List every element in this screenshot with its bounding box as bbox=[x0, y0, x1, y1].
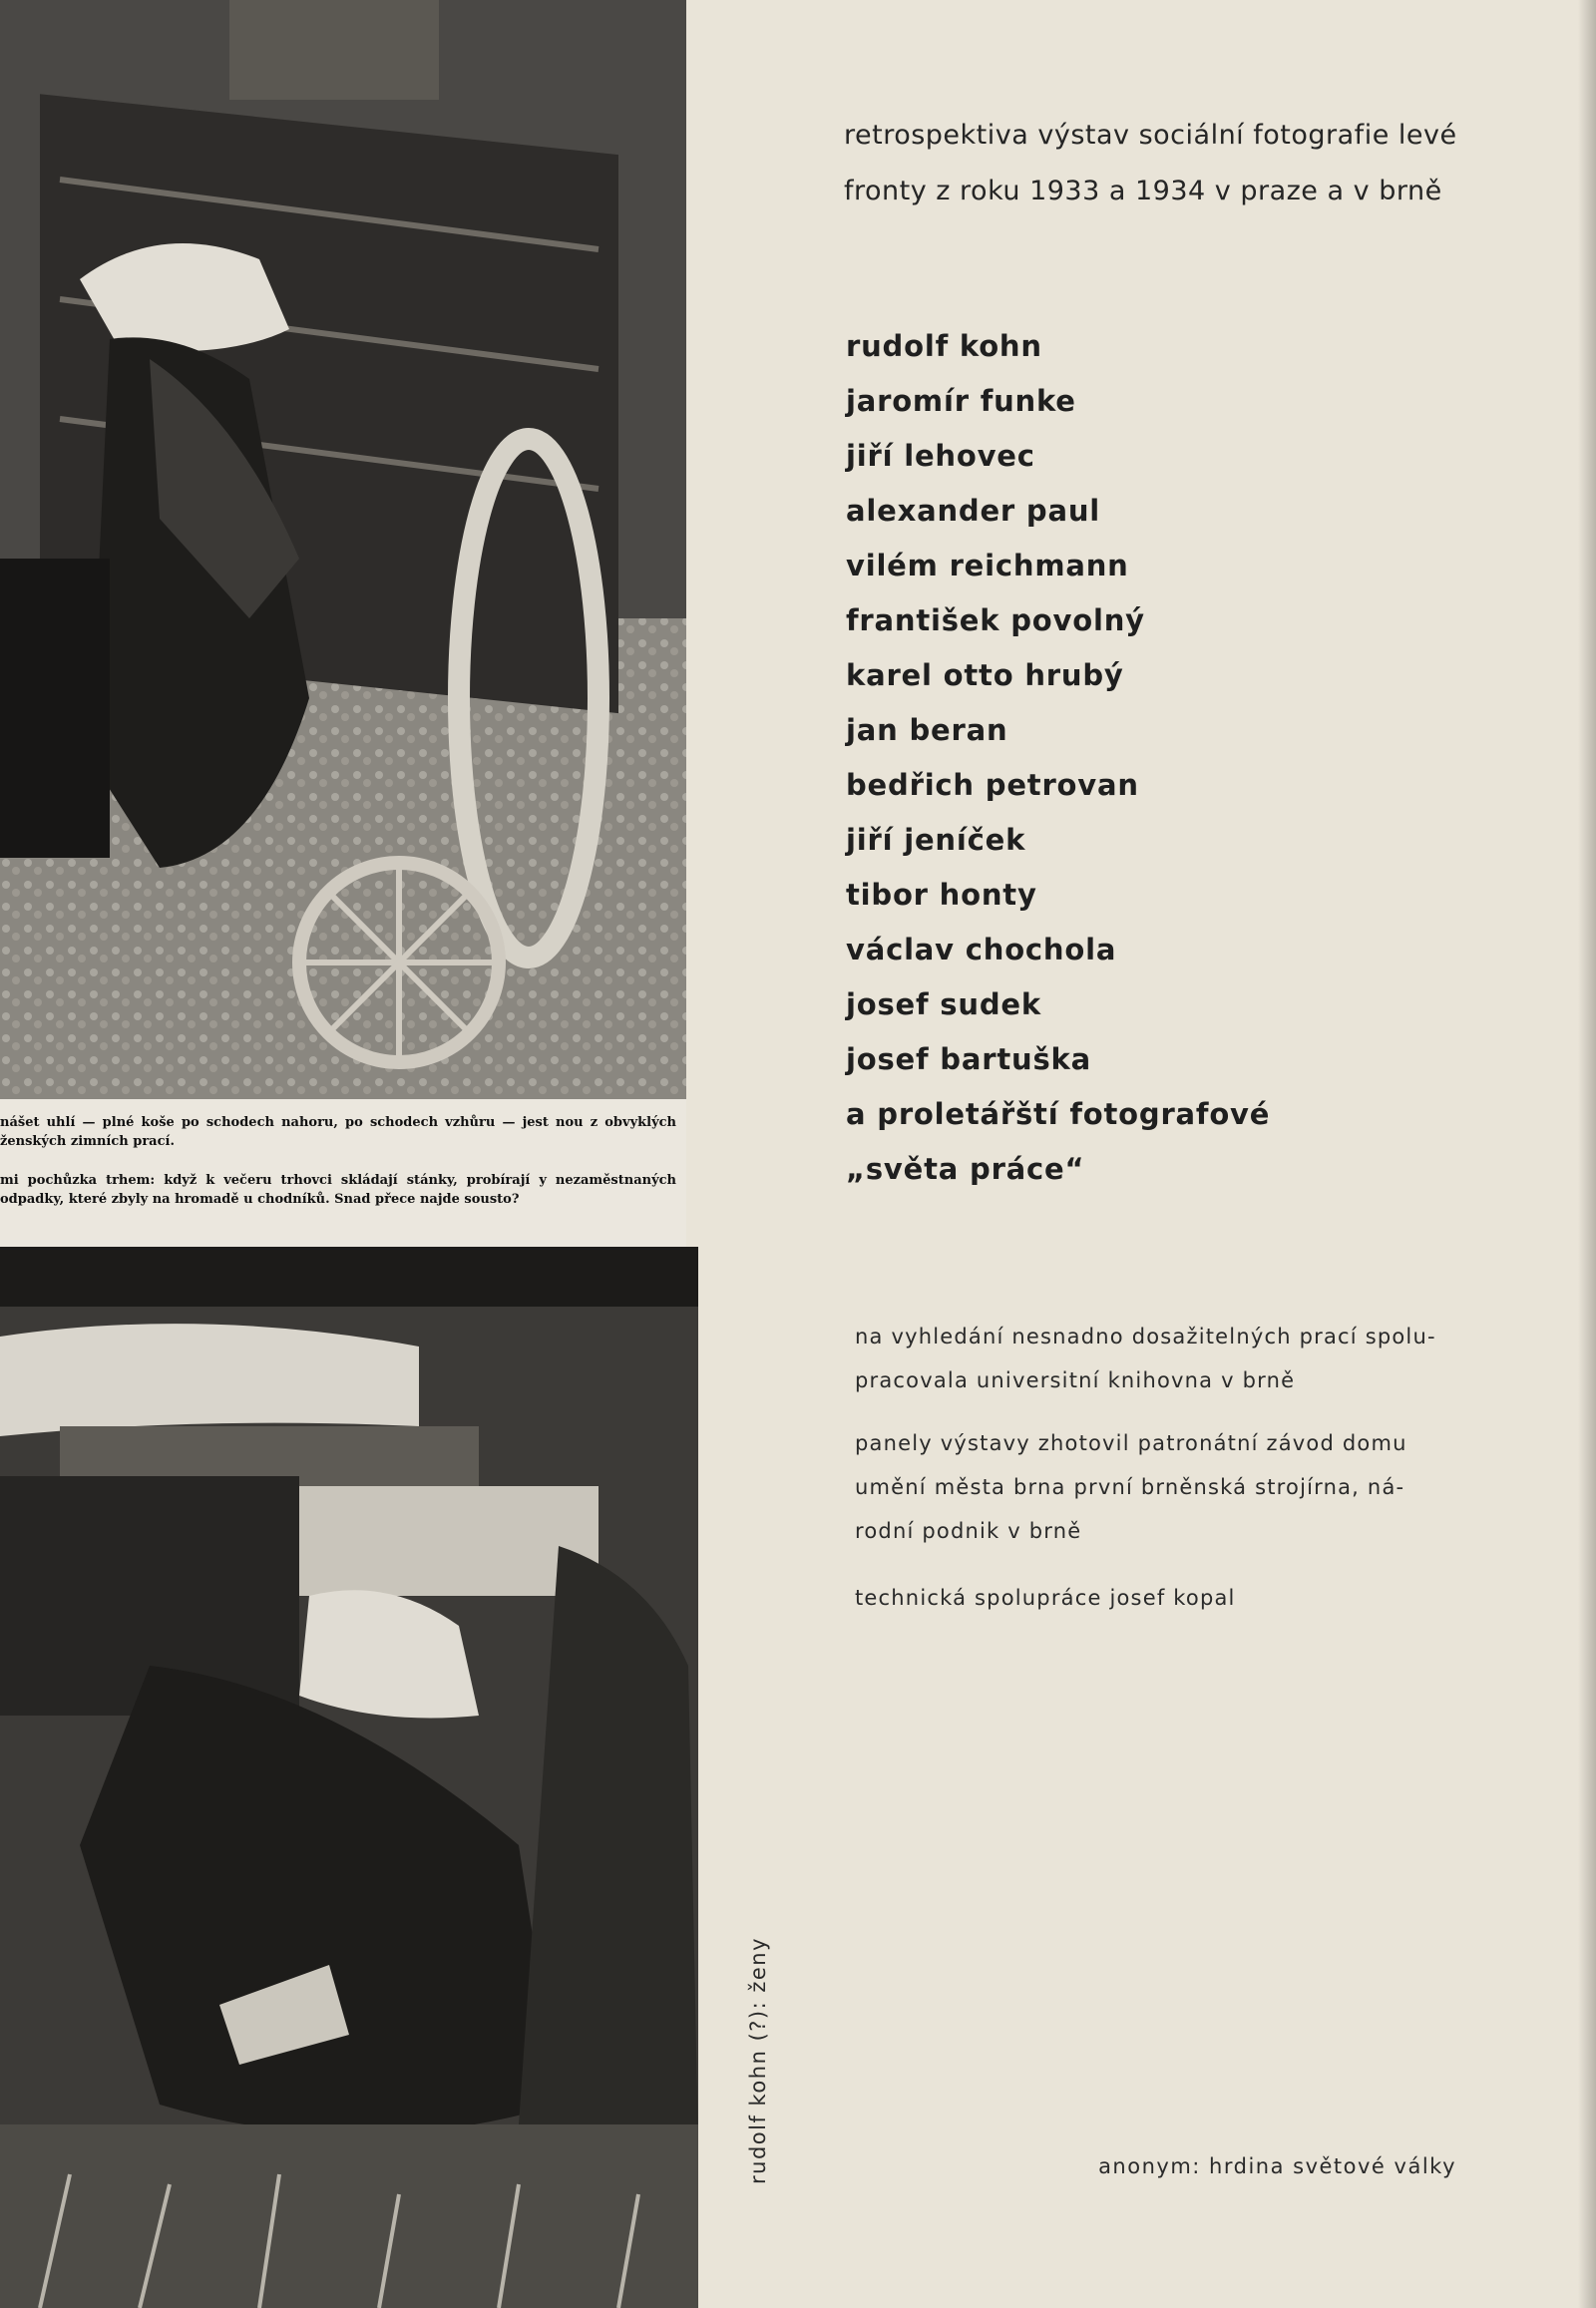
photographer-name: josef sudek bbox=[846, 987, 1041, 1021]
credit-library bbox=[855, 1315, 1473, 1402]
photo-caption-strip bbox=[0, 1099, 686, 1247]
photographer-name: jiří lehovec bbox=[846, 439, 1035, 473]
credit-panels bbox=[855, 1421, 1473, 1553]
photo-cart-women bbox=[0, 0, 686, 1099]
photographer-name: jaromír funke bbox=[846, 384, 1076, 418]
credit-library-line: na vyhledání nesnadno dosažitelných prací spolu- bbox=[855, 1325, 1436, 1348]
photographer-name: karel otto hrubý bbox=[846, 658, 1124, 692]
credit-library-line: pracovala universitní knihovna v brně bbox=[855, 1368, 1296, 1392]
photographer-name: václav chochola bbox=[846, 933, 1117, 966]
intro-line-1: retrospektiva výstav sociální fotografie levé bbox=[844, 120, 1457, 151]
intro-line-2: fronty z roku 1933 a 1934 v praze a v brně bbox=[844, 176, 1442, 206]
credit-panels-line: umění města brna první brněnská strojírna, ná- bbox=[855, 1475, 1405, 1499]
photo-cart-women-image bbox=[0, 0, 686, 1099]
photo-caption-second: mi pochůzka trhem: když k večeru trhovci skládají stánky, probírají y nezaměstnaných odpadky, které zbyly na hromadě u chodníků. Snad přece najde sousto? bbox=[0, 1173, 676, 1207]
photographer-name: bedřich petrovan bbox=[846, 768, 1139, 802]
photographer-name: jan beran bbox=[846, 713, 1008, 747]
photo-credit-vertical: rudolf kohn (?): ženy bbox=[746, 1936, 770, 2184]
credit-panels-line: rodní podnik v brně bbox=[855, 1519, 1082, 1543]
page-edge-shadow bbox=[1578, 0, 1596, 2308]
credit-technical-line: technická spolupráce josef kopal bbox=[855, 1586, 1236, 1610]
photographer-name: alexander paul bbox=[846, 494, 1101, 528]
photo-market-women bbox=[0, 1247, 698, 2308]
photographer-name: tibor honty bbox=[846, 878, 1037, 912]
exhibition-intro bbox=[844, 108, 1482, 219]
photographer-name: josef bartuška bbox=[846, 1042, 1091, 1076]
photographer-name: františek povolný bbox=[846, 603, 1145, 637]
photographer-name: vilém reichmann bbox=[846, 549, 1129, 582]
photo-market-women-image bbox=[0, 1247, 698, 2308]
photographer-name: rudolf kohn bbox=[846, 329, 1042, 363]
photographer-name: „světa práce“ bbox=[846, 1152, 1085, 1186]
photographer-list bbox=[846, 319, 1464, 1197]
credit-technical bbox=[855, 1576, 1473, 1620]
credit-panels-line: panely výstavy zhotovil patronátní závod domu bbox=[855, 1431, 1407, 1455]
photographer-name: a proletářští fotografové bbox=[846, 1097, 1271, 1131]
photo-caption-first: nášet uhlí — plné koše po schodech nahoru, po schodech vzhůru — jest nou z obvyklých ženských zimních prací. bbox=[0, 1115, 676, 1149]
photo-credit-bottom: anonym: hrdina světové války bbox=[1098, 2154, 1456, 2178]
photographer-name: jiří jeníček bbox=[846, 823, 1026, 857]
